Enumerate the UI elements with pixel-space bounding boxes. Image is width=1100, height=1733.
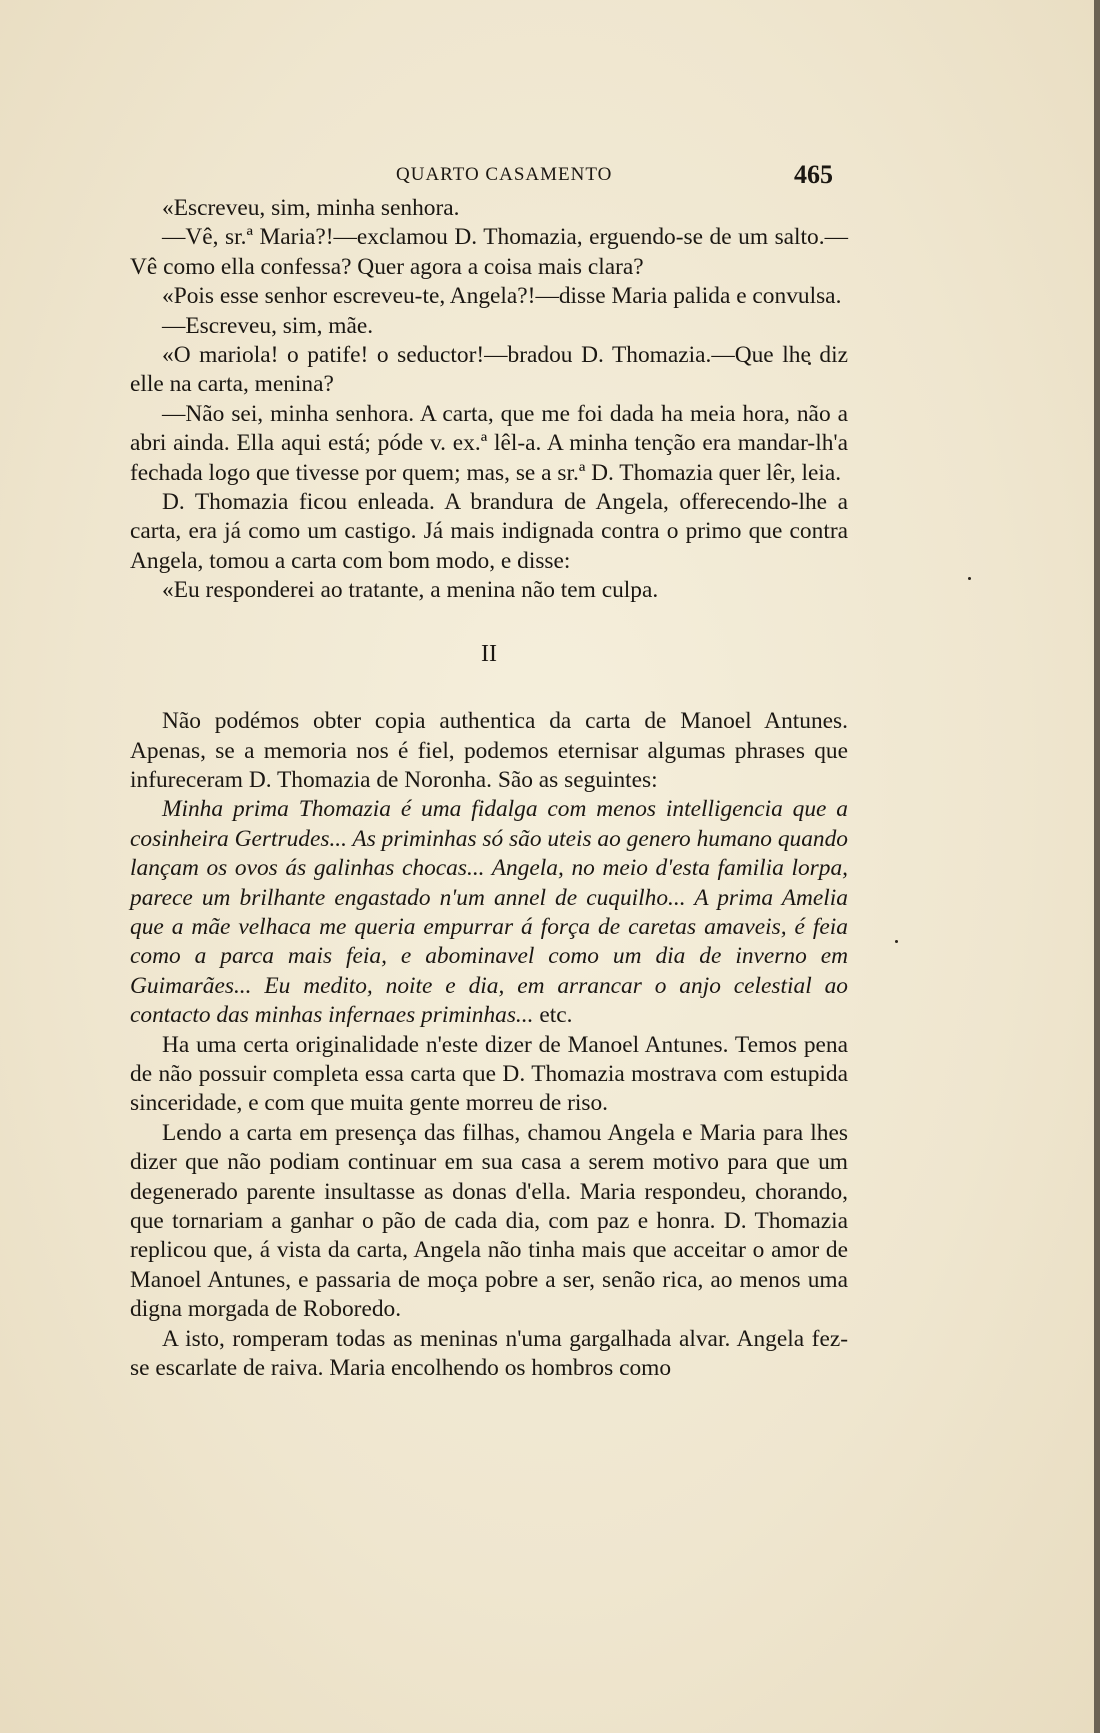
paragraph: —Escreveu, sim, mãe. xyxy=(162,312,374,339)
paragraph: —Vê, sr.ª Maria?!—exclamou D. Thomazia, erguendo-se de um salto.—Vê como ella confessa? Quer agora a coisa mais clara? xyxy=(130,224,848,280)
paragraph: «Pois esse senhor escreveu-te, Angela?!—disse Maria palida e convulsa. xyxy=(162,283,842,310)
quote-tail: etc. xyxy=(533,1002,573,1029)
intro-paragraph: Não podémos obter copia authentica da carta de Manoel Antunes. Apenas, se a memoria nos é fiel, podemos eternisar algumas phrases que infureceram D. Thomazia de Noronha. São as seguintes: xyxy=(130,708,848,793)
paragraph: A isto, romperam todas as meninas n'uma gargalhada alvar. Angela fez-se escarlate de raiva. Maria encolhendo os hombros como xyxy=(130,1325,848,1382)
running-title: QUARTO CASAMENTO xyxy=(396,164,613,185)
ink-speck xyxy=(968,577,971,580)
letter-quote xyxy=(130,795,848,1030)
paragraph: —Não sei, minha senhora. A carta, que me foi dada ha meia hora, não a abri ainda. Ella aqui está; póde v. ex.ª lêl-a. A minha tenção era mandar-lh'a fechada logo que tivesse por quem; mas, se a sr.ª D. Thomazia quer lêr, leia. xyxy=(130,400,848,486)
page-number: 465 xyxy=(794,160,833,189)
paragraph: Lendo a carta em presença das filhas, chamou Angela e Maria para lhes dizer que não podiam continuar em sua casa a serem motivo para que um degenerado parente insultasse as donas d'ella. Maria respondeu, chorando, que tornariam a ganhar o pão de cada dia, com paz e honra. D. Thomazia replicou que, á vista da carta, Angela não tinha mais que acceitar o amor de Manoel Antunes, e passaria de moça pobre a ser, senão rica, ao menos uma digna morgada de Roboredo. xyxy=(130,1119,848,1323)
page-body xyxy=(130,194,848,1383)
page-edge xyxy=(1094,0,1100,1733)
paragraph: «Eu responderei ao tratante, a menina não tem culpa. xyxy=(162,577,659,604)
paragraph: «Escreveu, sim, minha senhora. xyxy=(162,195,460,221)
section-number: II xyxy=(481,640,497,667)
ink-speck xyxy=(895,940,898,943)
paragraph: Ha uma certa originalidade n'este dizer de Manoel Antunes. Temos pena de não possuir completa essa carta que D. Thomazia mostrava com estupida sinceridade, e com que muita gente morreu de riso. xyxy=(130,1031,848,1117)
running-header xyxy=(130,160,850,196)
quote-italic: Minha prima Thomazia é uma fidalga com menos intelligencia que a cosinheira Gertrudes... As priminhas só são uteis ao genero humano quando lançam os ovos ás galinhas chocas... Angela, no meio d'esta familia lorpa, parece um brilhante engastado n'um annel de cuquilho... A prima Amelia que a mãe velhaca me queria empurrar á força de caretas amaveis, é feia como a parca mais feia, e abominavel como um dia de inverno em Guimarães... Eu medito, noite e dia, em arrancar o anjo celestial ao contacto das minhas infernaes priminhas... xyxy=(130,796,848,1029)
paragraph: «O mariola! o patife! o seductor!—bradou D. Thomazia.—Que lhe diz elle na carta, menina? xyxy=(130,342,848,398)
paragraph: D. Thomazia ficou enleada. A brandura de Angela, offerecendo-lhe a carta, era já como um castigo. Já mais indignada contra o primo que contra Angela, tomou a carta com bom modo, e disse: xyxy=(130,489,848,574)
